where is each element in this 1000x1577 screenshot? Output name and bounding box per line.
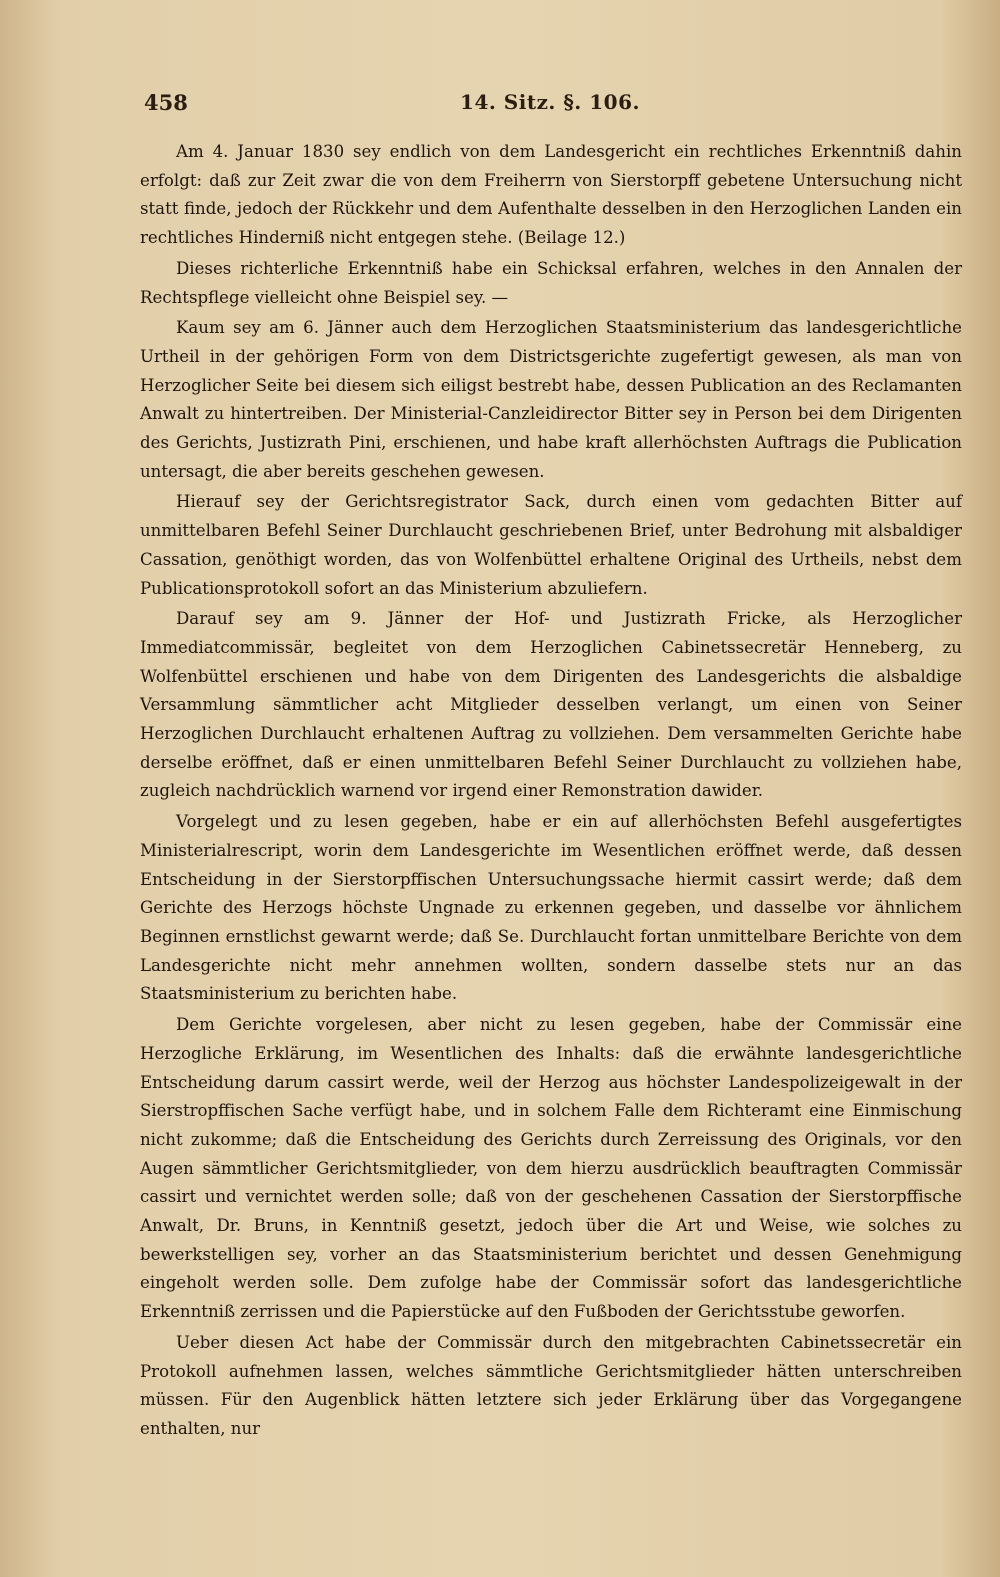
paragraph: Darauf sey am 9. Jänner der Hof- und Justizrath Fricke, als Herzoglicher Immediatcommissär, begleitet von dem Herzoglichen Cabinetssecretär Henneberg, zu Wolfenbüttel erschienen und habe von dem Dirigenten des Landesgerichts die alsbaldige Versammlung sämmtlicher acht Mitglieder desselben verlangt, um einen von Seiner Herzoglichen Durchlaucht erhaltenen Auftrag zu vollziehen. Dem versammelten Gerichte habe derselbe eröffnet, daß er einen unmittelbaren Befehl Seiner Durchlaucht zu vollziehen habe, zugleich nachdrücklich warnend vor irgend einer Remonstration dawider.: [140, 609, 962, 801]
running-head: 14. Sitz. §. 106.: [460, 90, 640, 114]
paragraph: Am 4. Januar 1830 sey endlich von dem Landesgericht ein rechtliches Erkenntniß dahin erfolgt: daß zur Zeit zwar die von dem Freiherrn von Sierstorpff gebetene Untersuchung nicht statt finde, jedoch der Rückkehr und dem Aufenthalte desselben in den Herzoglichen Landen ein rechtliches Hinderniß nicht entgegen stehe. (Beilage 12.): [140, 142, 962, 248]
page-header: [140, 90, 960, 120]
paragraph: Ueber diesen Act habe der Commissär durch den mitgebrachten Cabinetssecretär ein Protokoll aufnehmen lassen, welches sämmtliche Gerichtsmitglieder hätten unterschreiben müssen. Für den Augenblick hätten letztere sich jeder Erklärung über das Vorgegangene enthalten, nur: [140, 1332, 962, 1438]
page-number: 458: [144, 90, 188, 115]
paragraph: Hierauf sey der Gerichtsregistrator Sack, durch einen vom gedachten Bitter auf unmittelbaren Befehl Seiner Durchlaucht geschriebenen Brief, unter Bedrohung mit alsbaldiger Cassation, genöthigt worden, das von Wolfenbüttel erhaltene Original des Urtheils, nebst dem Publicationsprotokoll sofort an das Ministerium abzuliefern.: [140, 492, 962, 598]
paragraph: Kaum sey am 6. Jänner auch dem Herzoglichen Staatsministerium das landesgerichtliche Urtheil in der gehörigen Form von dem Districtsgerichte zugefertigt gewesen, als man von Herzoglicher Seite bei diesem sich eiligst bestrebt habe, dessen Publication an des Reclamanten Anwalt zu hintertreiben. Der Ministerial-Canzleidirector Bitter sey in Person bei dem Dirigenten des Gerichts, Justizrath Pini, erschienen, und habe kraft allerhöchsten Auftrags die Publication untersagt, die aber bereits geschehen gewesen.: [140, 318, 962, 481]
paragraph: Dem Gerichte vorgelesen, aber nicht zu lesen gegeben, habe der Commissär eine Herzogliche Erklärung, im Wesentlichen des Inhalts: daß die erwähnte landesgerichtliche Entscheidung darum cassirt werde, weil der Herzog aus höchster Landespolizeigewalt in der Sierstropffischen Sache verfügt habe, und in solchem Falle dem Richteramt eine Einmischung nicht zukomme; daß die Entscheidung des Gerichts durch Zerreissung des Originals, vor den Augen sämmtlicher Gerichtsmitglieder, von dem hierzu ausdrücklich beauftragten Commissär cassirt und vernichtet werden solle; daß von der geschehenen Cassation der Sierstorpffische Anwalt, Dr. Bruns, in Kenntniß gesetzt, jedoch über die Art und Weise, wie solches zu bewerkstelligen sey, vorher an das Staatsministerium berichtet und dessen Genehmigung eingeholt werden solle. Dem zufolge habe der Commissär sofort das landesgerichtliche Erkenntniß zerrissen und die Papierstücke auf den Fußboden der Gerichtsstube geworfen.: [140, 1015, 962, 1322]
body-text: [140, 138, 962, 1444]
paragraph: Vorgelegt und zu lesen gegeben, habe er ein auf allerhöchsten Befehl ausgefertigtes Ministerialrescript, worin dem Landesgerichte im Wesentlichen eröffnet werde, daß dessen Entscheidung in der Sierstorpffischen Untersuchungssache hiermit cassirt werde; daß dem Gerichte des Herzogs höchste Ungnade zu erkennen gegeben, und dasselbe vor ähnlichem Beginnen ernstlichst gewarnt werde; daß Se. Durchlaucht fortan unmittelbare Berichte von dem Landesgerichte nicht mehr annehmen wollten, sondern dasselbe stets nur an das Staatsministerium zu berichten habe.: [140, 812, 962, 1004]
paragraph: Dieses richterliche Erkenntniß habe ein Schicksal erfahren, welches in den Annalen der Rechtspflege vielleicht ohne Beispiel sey. —: [140, 258, 962, 307]
